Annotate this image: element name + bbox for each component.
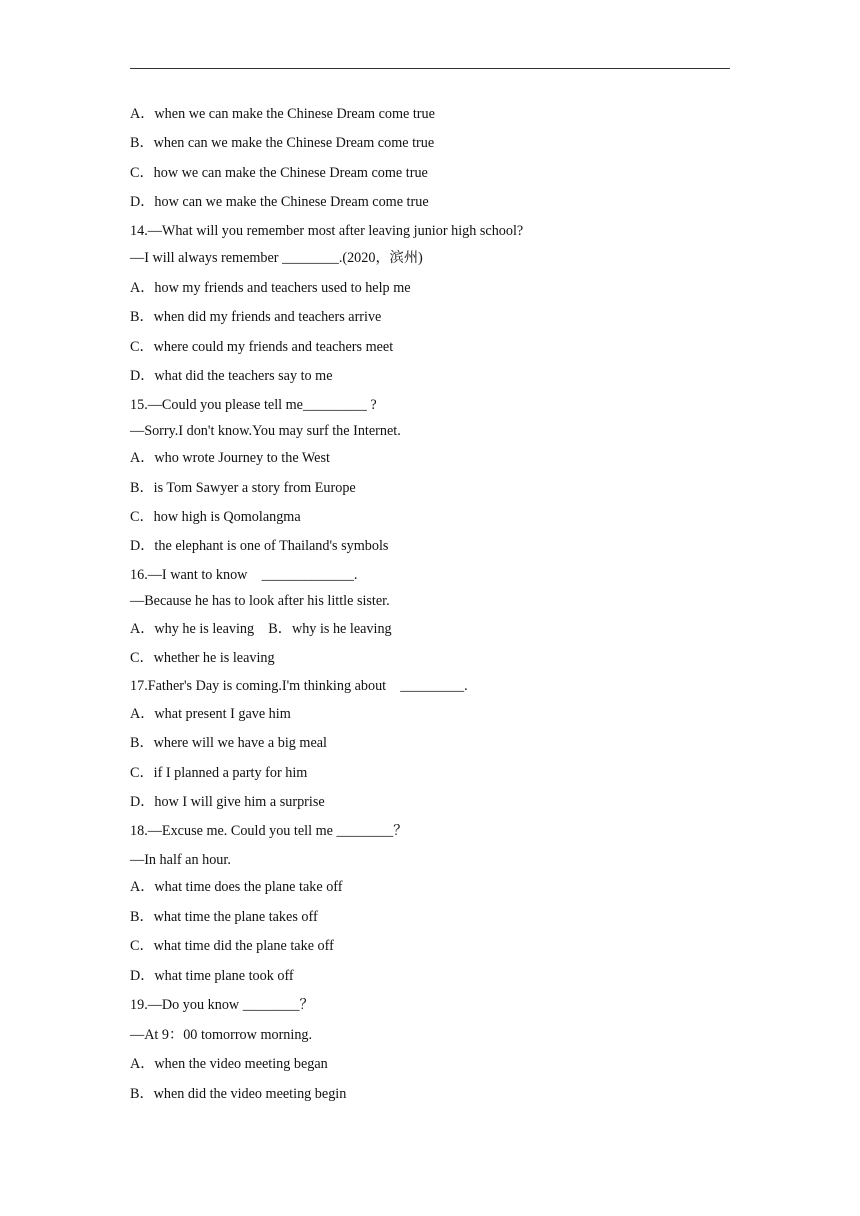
answer-14: —I will always remember ________.(2020，滨州) xyxy=(130,250,423,266)
option-19b: B．when did the video meeting begin xyxy=(130,1086,347,1102)
option-17a: A．what present I gave him xyxy=(130,706,291,722)
option-14c: C．where could my friends and teachers meet xyxy=(130,339,394,355)
question-17: 17.Father's Day is coming.I'm thinking about _________. xyxy=(130,678,468,694)
option-13c: C．how we can make the Chinese Dream come true xyxy=(130,165,428,181)
question-14: 14.—What will you remember most after leaving junior high school? xyxy=(130,223,524,239)
answer-18: —In half an hour. xyxy=(130,852,231,868)
option-18c: C．what time did the plane take off xyxy=(130,938,334,954)
option-13d: D．how can we make the Chinese Dream come true xyxy=(130,194,429,210)
question-19: 19.—Do you know ________？ xyxy=(130,997,314,1013)
question-18: 18.—Excuse me. Could you tell me ________？ xyxy=(130,823,408,839)
option-15c: C．how high is Qomolangma xyxy=(130,509,301,525)
option-15a: A．who wrote Journey to the West xyxy=(130,450,330,466)
option-17c: C．if I planned a party for him xyxy=(130,765,308,781)
question-16: 16.—I want to know _____________. xyxy=(130,567,358,583)
option-14d: D．what did the teachers say to me xyxy=(130,368,333,384)
option-14b: B．when did my friends and teachers arrive xyxy=(130,309,382,325)
option-18a: A．what time does the plane take off xyxy=(130,879,343,895)
option-17b: B．where will we have a big meal xyxy=(130,735,327,751)
option-18d: D．what time plane took off xyxy=(130,968,294,984)
option-18b: B．what time the plane takes off xyxy=(130,909,318,925)
option-17d: D．how I will give him a surprise xyxy=(130,794,325,810)
option-15b: B．is Tom Sawyer a story from Europe xyxy=(130,480,356,496)
answer-16: —Because he has to look after his little sister. xyxy=(130,593,390,609)
question-15: 15.—Could you please tell me_________ ? xyxy=(130,397,377,413)
answer-15: —Sorry.I don't know.You may surf the Internet. xyxy=(130,423,401,439)
option-19a: A．when the video meeting began xyxy=(130,1056,328,1072)
header-rule xyxy=(130,68,730,69)
option-13a: A．when we can make the Chinese Dream come true xyxy=(130,106,435,122)
option-13b: B．when can we make the Chinese Dream come true xyxy=(130,135,435,151)
answer-19: —At 9：00 tomorrow morning. xyxy=(130,1027,313,1043)
option-14a: A．how my friends and teachers used to help me xyxy=(130,280,411,296)
option-16ab: A．why he is leaving B．why is he leaving xyxy=(130,621,392,637)
option-16c: C．whether he is leaving xyxy=(130,650,275,666)
option-15d: D．the elephant is one of Thailand's symbols xyxy=(130,538,389,554)
